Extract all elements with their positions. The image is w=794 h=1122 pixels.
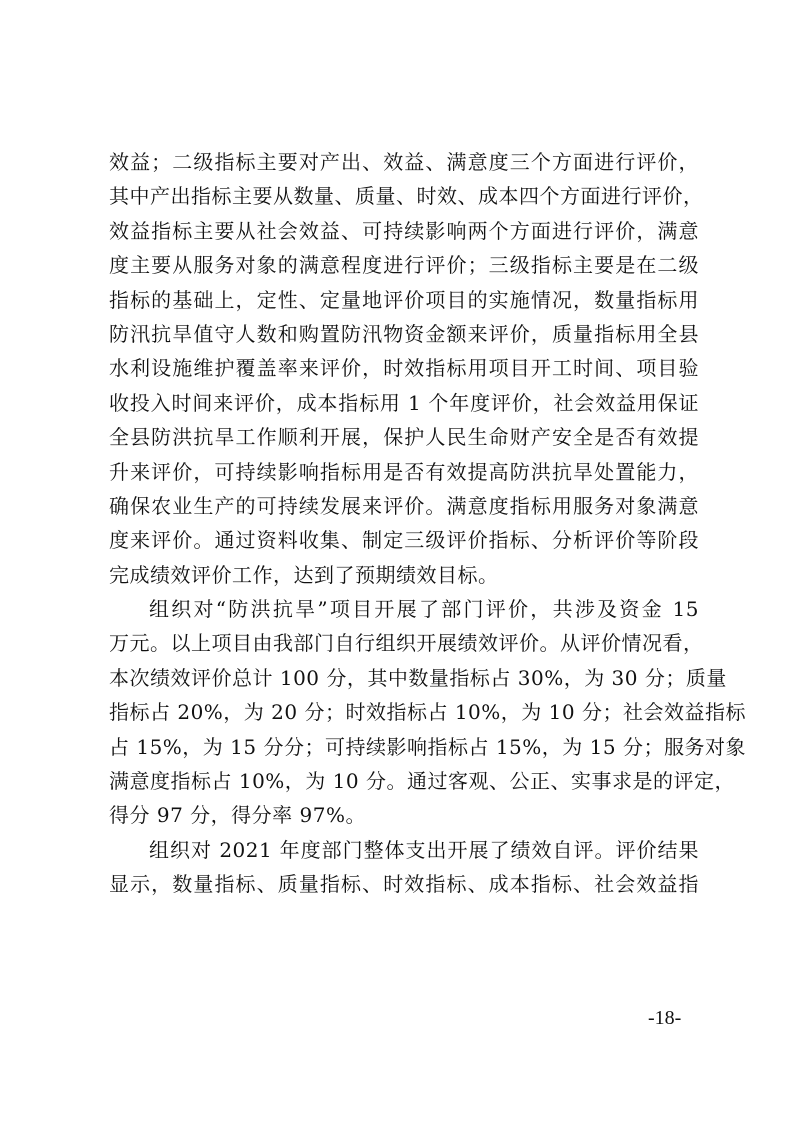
paragraph-end-line: 完成绩效评价工作，达到了预期绩效目标。 — [109, 562, 499, 587]
text-line: 防汛抗旱值守人数和购置防汛物资金额来评价，质量指标用全县 — [109, 321, 699, 346]
text-line: 指标的基础上，定性、定量地评价项目的实施情况，数量指标用 — [109, 287, 699, 312]
paragraph-first-line: 组织对“防洪抗旱”项目开展了部门评价，共涉及资金 15 — [149, 597, 699, 622]
paragraph-first-line: 组织对 2021 年度部门整体支出开展了绩效自评。评价结果 — [149, 837, 699, 862]
text-line: 显示，数量指标、质量指标、时效指标、成本指标、社会效益指 — [109, 872, 699, 897]
page-number: -18- — [648, 1007, 682, 1029]
text-line: 升来评价，可持续影响指标用是否有效提高防洪抗旱处置能力， — [109, 459, 699, 484]
body-text — [109, 145, 746, 902]
text-line: 效益指标主要从社会效益、可持续影响两个方面进行评价，满意 — [109, 218, 699, 243]
text-line: 确保农业生产的可持续发展来评价。满意度指标用服务对象满意 — [109, 493, 699, 518]
text-line: 满意度指标占 10%，为 10 分。通过客观、公正、实事求是的评定， — [109, 769, 735, 794]
text-line: 万元。以上项目由我部门自行组织开展绩效评价。从评价情况看， — [109, 631, 704, 656]
text-line: 度主要从服务对象的满意程度进行评价；三级指标主要是在二级 — [109, 253, 699, 278]
text-line: 本次绩效评价总计 100 分，其中数量指标占 30%，为 30 分；质量 — [109, 665, 727, 690]
text-line: 水利设施维护覆盖率来评价，时效指标用项目开工时间、项目验 — [109, 356, 699, 381]
paragraph-end-line: 得分 97 分，得分率 97%。 — [109, 803, 366, 828]
text-line: 效益；二级指标主要对产出、效益、满意度三个方面进行评价， — [109, 150, 699, 174]
text-line: 全县防洪抗旱工作顺利开展，保护人民生命财产安全是否有效提 — [109, 425, 699, 450]
text-line: 收投入时间来评价，成本指标用 1 个年度评价，社会效益用保证 — [109, 390, 699, 415]
text-line: 度来评价。通过资料收集、制定三级评价指标、分析评价等阶段 — [109, 528, 699, 553]
text-line: 指标占 20%，为 20 分；时效指标占 10%，为 10 分；社会效益指标 — [109, 700, 746, 725]
text-line: 其中产出指标主要从数量、质量、时效、成本四个方面进行评价， — [109, 184, 704, 209]
text-line: 占 15%，为 15 分分；可持续影响指标占 15%，为 15 分；服务对象 — [109, 734, 746, 759]
